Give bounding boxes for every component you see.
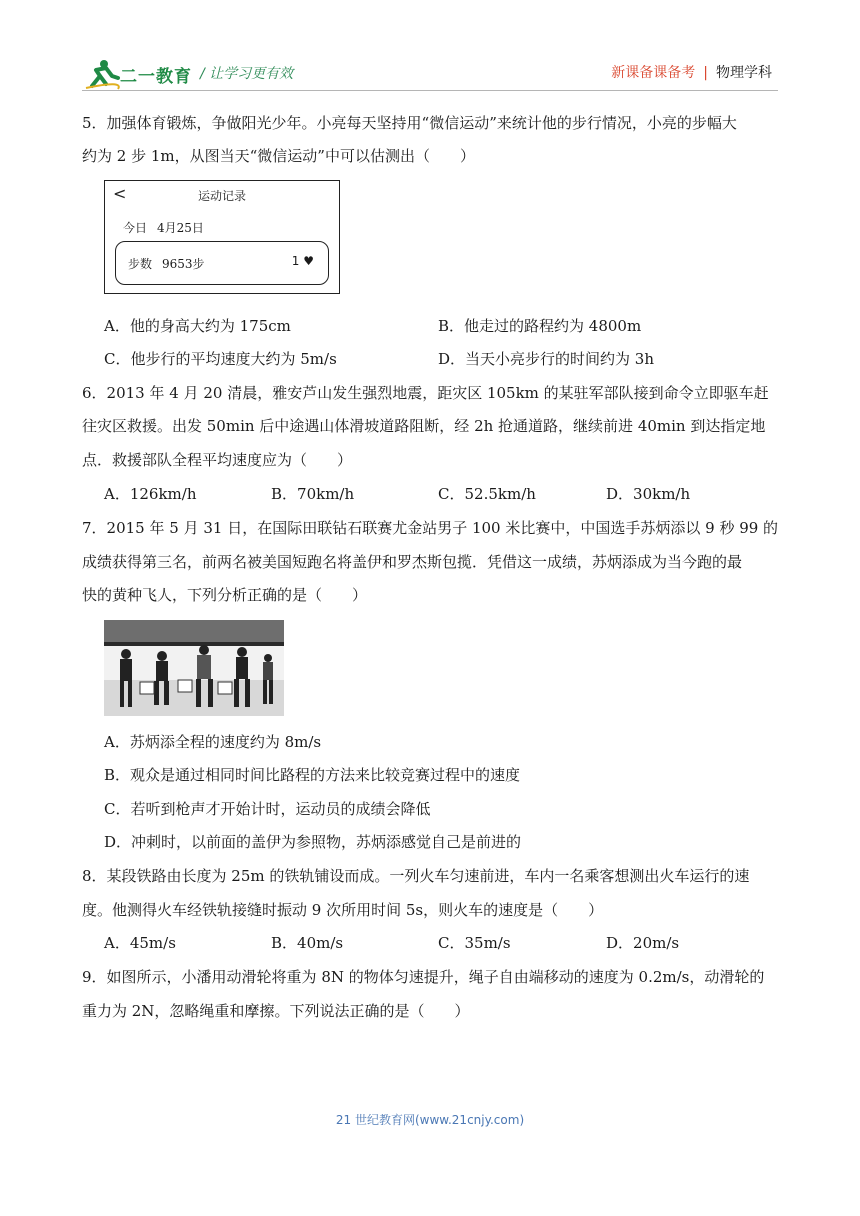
q5-stem-line1: 5．加强体育锻炼，争做阳光少年。小亮每天坚持用“微信运动”来统计他的步行情况，小亮的步幅大 [82,114,737,132]
header-slogan: / 让学习更有效 [200,66,294,82]
q7-stem-line3: 快的黄种飞人，下列分析正确的是（ ） [82,586,368,604]
figure-steps-row [128,255,215,272]
q8-stem-line1: 8．某段铁路由长度为 25m 的铁轨铺设而成。一列火车匀速前进，车内一名乘客想测出火车运行的速 [82,867,750,885]
page-header [0,0,860,100]
q6-option-c: C．52.5km/h [438,485,536,503]
q5-option-a: A．他的身高大约为 175cm [104,317,291,335]
figure-likes-heart-icon: 1 ♥ [291,254,314,268]
q5-wechat-sport-figure [104,180,340,294]
header-divider [82,90,778,91]
q7-option-b: B．观众是通过相同时间比路程的方法来比较竞赛过程中的速度 [104,766,521,784]
q6-option-d: D．30km/h [606,485,691,503]
figure-date-row [123,219,214,236]
q6-stem-line1: 6．2013 年 4 月 20 清晨，雅安芦山发生强烈地震，距灾区 105km 的某驻军部队接到命令立即驱车赶 [82,384,769,402]
figure-title: 运动记录 [197,189,246,203]
q8-option-c: C．35m/s [438,934,511,952]
header-subject: 物理学科 [716,65,772,81]
q5-option-b: B．他走过的路程约为 4800m [438,317,642,335]
header-course-label: 新课备课备考 [611,65,696,81]
back-chevron-icon: < [113,184,127,203]
figure-today-label: 今日 [123,221,148,235]
header-separator: | [703,65,708,81]
figure-steps-box [115,241,329,285]
q8-option-b: B．40m/s [271,934,344,952]
q7-option-c: C．若听到枪声才开始计时，运动员的成绩会降低 [104,800,431,818]
q6-stem-line3: 点．救援部队全程平均速度应为（ ） [82,451,353,469]
header-right [611,62,772,82]
q5-option-c: C．他步行的平均速度大约为 5m/s [104,350,337,368]
q6-option-b: B．70km/h [271,485,355,503]
q8-option-a: A．45m/s [104,934,176,952]
q8-stem-line2: 度。他测得火车经铁轨接缝时振动 9 次所用时间 5s，则火车的速度是（ ） [82,901,604,919]
q7-sprinters-photo [104,620,284,716]
q8-option-d: D．20m/s [606,934,680,952]
q7-stem-line2: 成绩获得第三名，前两名被美国短跑名将盖伊和罗杰斯包揽．凭借这一成绩，苏炳添成为当今跑的最 [82,553,743,571]
q5-stem-line2: 约为 2 步 1m，从图当天“微信运动”中可以估测出（ ） [82,147,475,165]
q7-option-d: D．冲刺时，以前面的盖伊为参照物，苏炳添感觉自己是前进的 [104,833,522,851]
q7-stem-line1: 7．2015 年 5 月 31 日，在国际田联钻石联赛尤金站男子 100 米比赛中，中国选手苏炳添以 9 秒 99 的 [82,519,779,537]
q9-stem-line1: 9．如图所示，小潘用动滑轮将重为 8N 的物体匀速提升，绳子自由端移动的速度为 0.2m/s，动滑轮的 [82,968,765,986]
q5-option-d: D．当天小亮步行的时间约为 3h [438,350,654,368]
q6-option-a: A．126km/h [104,485,197,503]
figure-steps-value: 9653步 [162,257,205,271]
page-footer: 21 世纪教育网(www.21cnjy.com) [335,1113,525,1127]
q9-stem-line2: 重力为 2N，忽略绳重和摩擦。下列说法正确的是（ ） [82,1002,470,1020]
logo-text: 二一教育 [120,67,192,87]
q6-stem-line2: 往灾区救援。出发 50min 后中途遇山体滑坡道路阻断，经 2h 抢通道路，继续前进 40min 到达指定地 [82,417,766,435]
figure-date: 4月25日 [157,221,204,235]
q7-option-a: A．苏炳添全程的速度约为 8m/s [104,733,322,751]
figure-steps-label: 步数 [128,257,153,271]
